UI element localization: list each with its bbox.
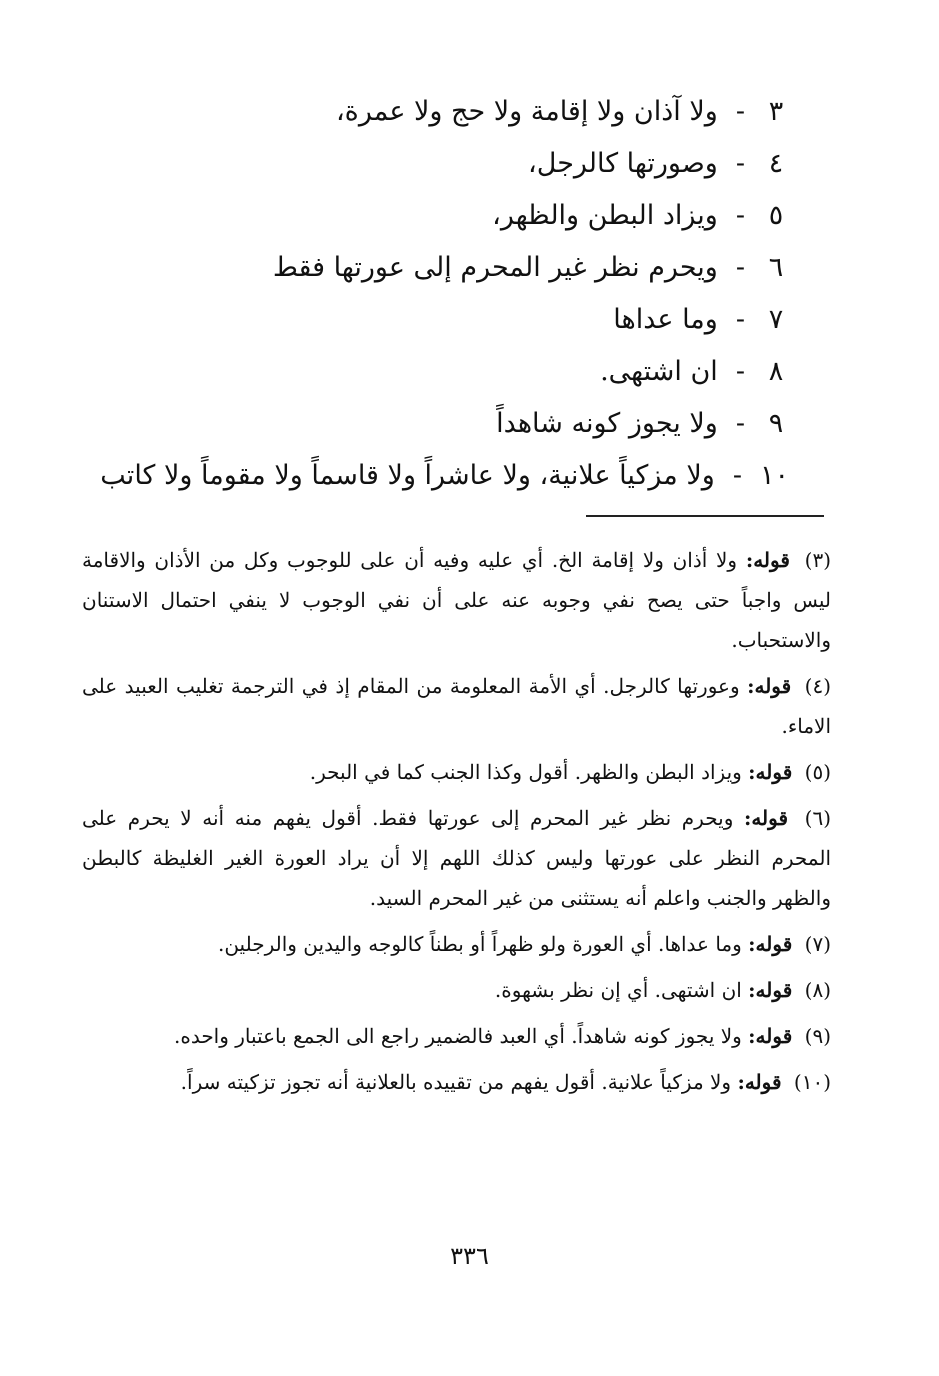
line-dash: - — [735, 356, 745, 387]
footnote — [82, 752, 831, 792]
line-text: ولا آذان ولا إقامة ولا حج ولا عمرة، — [335, 96, 718, 127]
main-line — [78, 346, 789, 398]
footnote-text: ويزاد البطن والظهر. أقول وكذا الجنب كما في البحر. — [309, 760, 742, 784]
footnote-number: (٤) — [804, 674, 832, 698]
main-line — [78, 190, 789, 242]
footnote-keyword: قوله: — [748, 932, 793, 956]
footnote-number: (٣) — [804, 548, 831, 572]
line-text: ويزاد البطن والظهر، — [492, 200, 718, 231]
footnote — [82, 1062, 831, 1102]
line-number: ٥ — [768, 200, 784, 231]
footnote-keyword: قوله: — [747, 674, 792, 698]
footnote-keyword: قوله: — [748, 1024, 793, 1048]
main-line — [78, 242, 789, 294]
footnote-number: (٥) — [804, 760, 831, 784]
main-text — [78, 86, 789, 502]
footnote-number: (١٠) — [793, 1070, 831, 1094]
footnote-number: (٨) — [804, 978, 831, 1002]
line-dash: - — [732, 460, 742, 491]
footnote-text: ولا مزكياً علانية. أقول يفهم من تقييده بالعلانية أنه تجوز تزكيته سراً. — [180, 1070, 732, 1094]
footnote — [82, 1016, 831, 1056]
footnote-keyword: قوله: — [748, 760, 793, 784]
main-line — [78, 450, 789, 502]
line-text: ولا مزكياً علانية، ولا عاشراً ولا قاسماً ولا مقوماً ولا كاتب — [100, 460, 715, 491]
main-line — [78, 398, 789, 450]
footnote-text: ويحرم نظر غير المحرم إلى عورتها فقط. أقول يفهم منه أنه لا يحرم على المحرم النظر على عورتها وليس كذلك اللهم إلا أن يراد العورة الغير الغليظة كالبطن والظهر والجنب واعلم أنه يستثنى من غير المحرم السيد. — [82, 806, 831, 910]
main-line — [78, 86, 789, 138]
line-text: ولا يجوز كونه شاهداً — [496, 408, 718, 439]
line-dash: - — [735, 148, 745, 179]
footnote-text: ولا أذان ولا إقامة الخ. أي عليه وفيه أن على للوجوب وكل من الأذان والاقامة ليس واجباً حتى يصح نفي وجوبه عنه على أن نفي الوجوب لا ينفي احتمال الاستنان والاستحباب. — [82, 548, 831, 652]
footnote-number: (٦) — [804, 806, 832, 830]
footnote — [82, 666, 831, 746]
line-text: وما عداها — [613, 304, 718, 335]
line-dash: - — [735, 408, 745, 439]
line-text: وصورتها كالرجل، — [528, 148, 718, 179]
line-text: ان اشتهى. — [600, 356, 718, 387]
footnote-divider — [586, 515, 824, 517]
line-number: ٨ — [768, 356, 784, 387]
footnote-keyword: قوله: — [748, 978, 793, 1002]
page-number: ٣٣٦ — [450, 1242, 489, 1270]
footnote — [82, 924, 831, 964]
line-dash: - — [735, 200, 745, 231]
line-number: ٦ — [768, 252, 784, 283]
footnote-text: ان اشتهى. أي إن نظر بشهوة. — [494, 978, 742, 1002]
main-line — [78, 294, 789, 346]
footnote — [82, 970, 831, 1010]
footnote-text: وعورتها كالرجل. أي الأمة المعلومة من المقام إذ في الترجمة تغليب العبيد على الاماء. — [82, 674, 831, 738]
footnote-number: (٩) — [804, 1024, 831, 1048]
main-line — [78, 138, 789, 190]
line-number: ١٠ — [759, 460, 789, 491]
line-dash: - — [735, 252, 745, 283]
line-number: ٧ — [768, 304, 784, 335]
line-dash: - — [735, 96, 745, 127]
footnote-keyword: قوله: — [743, 806, 789, 830]
footnote-text: ولا يجوز كونه شاهداً. أي العبد فالضمير راجع الى الجمع باعتبار واحده. — [173, 1024, 742, 1048]
line-number: ٤ — [768, 148, 784, 179]
line-dash: - — [735, 304, 745, 335]
footnote — [82, 540, 831, 660]
line-number: ٩ — [768, 408, 784, 439]
footnote-text: وما عداها. أي العورة ولو ظهراً أو بطناً كالوجه واليدين والرجلين. — [217, 932, 742, 956]
footnote-keyword: قوله: — [745, 548, 790, 572]
line-text: ويحرم نظر غير المحرم إلى عورتها فقط — [272, 252, 718, 283]
footnotes — [82, 540, 831, 1108]
footnote-keyword: قوله: — [737, 1070, 782, 1094]
footnote-number: (٧) — [804, 932, 831, 956]
line-number: ٣ — [768, 96, 784, 127]
footnote — [82, 798, 831, 918]
